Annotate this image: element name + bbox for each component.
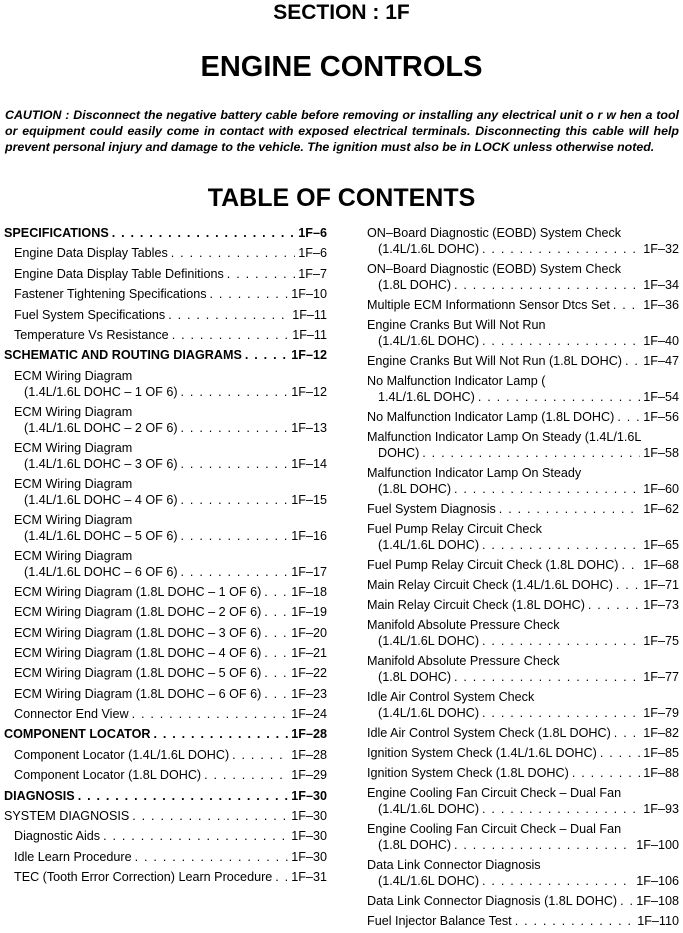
toc-entry-line — [367, 801, 679, 817]
toc-entry-line — [367, 333, 679, 349]
leader-dots — [210, 286, 289, 302]
toc-entry[interactable] — [367, 317, 679, 349]
toc-entry-label-cont: (1.4L/1.6L DOHC – 4 OF 6) — [24, 492, 178, 507]
toc-entry-label: Fuel System Diagnosis — [367, 502, 496, 516]
toc-entry-label: ON–Board Diagnostic (EOBD) System Check — [367, 262, 622, 276]
toc-entry[interactable] — [4, 788, 327, 804]
toc-entry-label: Component Locator (1.8L DOHC) — [14, 768, 202, 783]
leader-dots — [181, 456, 289, 472]
toc-entry-label-cont: (1.8L DOHC) — [378, 838, 452, 852]
leader-dots — [614, 725, 640, 741]
leader-dots — [153, 726, 288, 742]
toc-entry[interactable] — [4, 440, 327, 472]
toc-entry-line — [367, 537, 679, 553]
toc-entry-line — [367, 445, 679, 461]
toc-entry-label: Data Link Connector Diagnosis (1.8L DOHC) — [367, 894, 618, 908]
toc-entry-label: Multiple ECM Informationn Sensor Dtcs Set — [367, 298, 610, 312]
leader-dots — [482, 801, 640, 817]
toc-entry[interactable] — [367, 429, 679, 461]
toc-page-number: 1F–62 — [643, 502, 679, 516]
leader-dots — [625, 353, 640, 369]
leader-dots — [482, 633, 640, 649]
toc-page-number: 1F–30 — [291, 849, 327, 864]
toc-entry-line — [367, 669, 679, 685]
toc-entry[interactable] — [367, 617, 679, 649]
toc-page-number: 1F–106 — [636, 874, 679, 888]
toc-entry-line — [14, 528, 327, 544]
toc-entry[interactable] — [4, 404, 327, 436]
leader-dots — [112, 225, 296, 241]
toc-entry-label: Main Relay Circuit Check (1.8L DOHC) — [367, 598, 585, 612]
toc-entry[interactable] — [4, 686, 327, 702]
toc-entry[interactable] — [367, 353, 679, 369]
toc-entry-label: Idle Air Control System Check (1.8L DOHC) — [367, 726, 611, 740]
leader-dots — [181, 564, 289, 580]
toc-entry[interactable] — [367, 577, 679, 593]
toc-entry-label-cont: (1.4L/1.6L DOHC) — [378, 242, 480, 256]
leader-dots — [181, 384, 289, 400]
leader-dots — [204, 767, 288, 783]
toc-entry[interactable] — [4, 266, 327, 282]
toc-right-column — [367, 225, 679, 933]
toc-entry[interactable] — [4, 368, 327, 400]
toc-entry[interactable] — [367, 745, 679, 761]
toc-page-number: 1F–75 — [643, 634, 679, 648]
toc-entry-line — [14, 384, 327, 400]
toc-page-number: 1F–23 — [291, 686, 327, 701]
toc-entry-label: SYSTEM DIAGNOSIS — [4, 809, 130, 824]
toc-entry[interactable] — [4, 808, 327, 824]
toc-entry[interactable] — [4, 286, 327, 302]
toc-entry-label: ECM Wiring Diagram (1.8L DOHC – 5 OF 6) — [14, 666, 262, 681]
toc-entry-label-cont: (1.8L DOHC) — [378, 670, 452, 684]
toc-page-number: 1F–21 — [291, 645, 327, 660]
toc-entry[interactable] — [4, 828, 327, 844]
toc-entry-label: ECM Wiring Diagram — [14, 548, 133, 563]
leader-dots — [264, 604, 288, 620]
toc-entry-label-cont: (1.8L DOHC) — [378, 278, 452, 292]
toc-entry-line — [367, 241, 679, 257]
toc-entry-label: DIAGNOSIS — [4, 788, 75, 803]
toc-entry-label: ECM Wiring Diagram — [14, 440, 133, 455]
leader-dots — [482, 241, 640, 257]
leader-dots — [572, 765, 640, 781]
leader-dots — [245, 347, 288, 363]
toc-page-number: 1F–22 — [291, 666, 327, 681]
toc-entry[interactable] — [367, 821, 679, 853]
toc-entry-label: Fuel Injector Balance Test — [367, 914, 512, 928]
leader-dots — [181, 420, 289, 436]
toc-entry-label: ECM Wiring Diagram (1.8L DOHC – 4 OF 6) — [14, 645, 262, 660]
toc-entry[interactable] — [4, 604, 327, 620]
toc-entry-label: Manifold Absolute Pressure Check — [367, 618, 560, 632]
toc-entry[interactable] — [367, 785, 679, 817]
leader-dots — [499, 501, 640, 517]
toc-entry-line — [367, 873, 679, 889]
toc-entry[interactable] — [4, 849, 327, 865]
toc-entry[interactable] — [367, 765, 679, 781]
leader-dots — [232, 747, 288, 763]
toc-entry-label: Idle Air Control System Check — [367, 690, 535, 704]
toc-entry-label: Fuel Pump Relay Circuit Check — [367, 522, 542, 536]
toc-entry-label-cont: DOHC) — [378, 446, 420, 460]
toc-entry[interactable] — [4, 512, 327, 544]
toc-entry-label: Temperature Vs Resistance — [14, 327, 169, 342]
toc-entry[interactable] — [4, 548, 327, 580]
toc-entry[interactable] — [367, 913, 679, 929]
toc-entry[interactable] — [4, 245, 327, 261]
toc-page-number: 1F–28 — [291, 747, 327, 762]
page-title: ENGINE CONTROLS — [200, 51, 483, 83]
toc-page-number: 1F–28 — [291, 727, 327, 742]
toc-page-number: 1F–77 — [643, 670, 679, 684]
toc-entry-label: Engine Data Display Table Definitions — [14, 266, 224, 281]
section-heading: SECTION : 1F — [273, 1, 410, 24]
leader-dots — [617, 409, 640, 425]
leader-dots — [171, 245, 296, 261]
leader-dots — [454, 277, 640, 293]
toc-entry[interactable] — [4, 584, 327, 600]
leader-dots — [227, 266, 295, 282]
toc-entry-label-cont: (1.4L/1.6L DOHC) — [378, 538, 480, 552]
toc-entry-label: Engine Cranks But Will Not Run (1.8L DOHC) — [367, 354, 622, 368]
toc-entry-label: Data Link Connector Diagnosis — [367, 858, 541, 872]
leader-dots — [422, 445, 640, 461]
toc-entry-label: Fastener Tightening Specifications — [14, 287, 207, 302]
toc-page-number: 1F–11 — [292, 327, 327, 342]
leader-dots — [275, 869, 288, 885]
leader-dots — [621, 557, 640, 573]
leader-dots — [588, 597, 640, 613]
toc-entry-line — [367, 705, 679, 721]
toc-entry-label: Ignition System Check (1.8L DOHC) — [367, 766, 569, 780]
toc-entry-label: Manifold Absolute Pressure Check — [367, 654, 560, 668]
toc-entry-label-cont: (1.4L/1.6L DOHC) — [378, 706, 480, 720]
toc-entry[interactable] — [367, 893, 679, 909]
toc-entry-line — [367, 633, 679, 649]
toc-entry-label-cont: (1.4L/1.6L DOHC – 6 OF 6) — [24, 564, 178, 579]
leader-dots — [264, 686, 288, 702]
toc-entry[interactable] — [4, 665, 327, 681]
toc-entry[interactable] — [4, 869, 327, 885]
toc-entry-line — [14, 492, 327, 508]
toc-page-number: 1F–71 — [643, 578, 679, 592]
toc-entry[interactable] — [367, 373, 679, 405]
toc-page-number: 1F–31 — [291, 870, 327, 885]
toc-entry-label: ECM Wiring Diagram — [14, 368, 133, 383]
toc-entry-line — [367, 389, 679, 405]
toc-page-number: 1F–24 — [291, 707, 327, 722]
leader-dots — [454, 669, 640, 685]
toc-entry[interactable] — [367, 521, 679, 553]
toc-entry-label-cont: 1.4L/1.6L DOHC) — [378, 390, 475, 404]
toc-entry[interactable] — [4, 706, 327, 722]
toc-entry[interactable] — [367, 857, 679, 889]
toc-entry-label-cont: (1.4L/1.6L DOHC – 3 OF 6) — [24, 456, 178, 471]
toc-entry[interactable] — [367, 261, 679, 293]
toc-entry[interactable] — [367, 653, 679, 685]
toc-entry[interactable] — [4, 767, 327, 783]
toc-page-number: 1F–11 — [292, 307, 327, 322]
leader-dots — [482, 705, 640, 721]
leader-dots — [78, 788, 289, 804]
leader-dots — [135, 849, 289, 865]
toc-page-number: 1F–30 — [291, 809, 327, 824]
toc-page-number: 1F–108 — [636, 894, 679, 908]
toc-entry[interactable] — [367, 725, 679, 741]
toc-page-number: 1F–54 — [643, 390, 679, 404]
toc-entry-label: Connector End View — [14, 707, 129, 722]
toc-page-number: 1F–36 — [643, 298, 679, 312]
leader-dots — [264, 584, 288, 600]
toc-page-number: 1F–30 — [291, 788, 327, 803]
toc-entry[interactable] — [367, 409, 679, 425]
toc-page-number: 1F–40 — [643, 334, 679, 348]
toc-entry-label: ECM Wiring Diagram (1.8L DOHC – 2 OF 6) — [14, 605, 262, 620]
toc-entry-label: ECM Wiring Diagram — [14, 404, 133, 419]
toc-left-column — [4, 225, 327, 890]
toc-entry-label: SPECIFICATIONS — [4, 226, 109, 240]
toc-page-number: 1F–93 — [643, 802, 679, 816]
toc-entry-label: Fuel Pump Relay Circuit Check (1.8L DOHC) — [367, 558, 619, 572]
leader-dots — [172, 327, 290, 343]
caution-notice: CAUTION : Disconnect the negative battery cable before removing or installing any electrical unit o r w hen a tool or equipment could easily come in contact with exposed electrical terminals. Disconnecting this cable will help prevent personal injury and damage to the vehicle. The ignition must also be in LOCK unless otherwise noted. — [5, 108, 679, 154]
leader-dots — [132, 808, 288, 824]
toc-entry-label: ON–Board Diagnostic (EOBD) System Check — [367, 226, 622, 240]
leader-dots — [168, 307, 289, 323]
toc-entry-label: Idle Learn Procedure — [14, 849, 132, 864]
toc-entry-label-cont: (1.4L/1.6L DOHC) — [378, 874, 480, 888]
toc-entry-label: Malfunction Indicator Lamp On Steady (1.4L/1.6L — [367, 430, 642, 444]
toc-entry-label: Engine Cooling Fan Circuit Check – Dual Fan — [367, 822, 622, 836]
leader-dots — [181, 528, 289, 544]
toc-page-number: 1F–17 — [291, 564, 327, 579]
toc-entry[interactable] — [4, 645, 327, 661]
leader-dots — [482, 537, 640, 553]
toc-entry-line — [367, 837, 679, 853]
leader-dots — [454, 837, 633, 853]
toc-page-number: 1F–82 — [643, 726, 679, 740]
toc-entry-label: ECM Wiring Diagram (1.8L DOHC – 3 OF 6) — [14, 625, 262, 640]
toc-page-number: 1F–34 — [643, 278, 679, 292]
toc-page-number: 1F–30 — [291, 829, 327, 844]
toc-entry[interactable] — [4, 225, 327, 241]
toc-entry[interactable] — [367, 465, 679, 497]
toc-page-number: 1F–10 — [291, 287, 327, 302]
toc-entry-label: Diagnostic Aids — [14, 829, 101, 844]
toc-page-number: 1F–32 — [643, 242, 679, 256]
toc-page-number: 1F–56 — [643, 410, 679, 424]
toc-entry-label: TEC (Tooth Error Correction) Learn Procedure — [14, 870, 273, 885]
toc-page-number: 1F–15 — [291, 492, 327, 507]
toc-page-number: 1F–60 — [643, 482, 679, 496]
leader-dots — [132, 706, 289, 722]
leader-dots — [482, 333, 640, 349]
leader-dots — [264, 665, 288, 681]
toc-entry-label: Ignition System Check (1.4L/1.6L DOHC) — [367, 746, 597, 760]
toc-entry[interactable] — [4, 476, 327, 508]
toc-entry[interactable] — [4, 327, 327, 343]
toc-page-number: 1F–110 — [637, 914, 679, 928]
toc-page-number: 1F–68 — [643, 558, 679, 572]
toc-entry-label: Engine Cooling Fan Circuit Check – Dual Fan — [367, 786, 622, 800]
leader-dots — [103, 828, 288, 844]
toc-entry-label: No Malfunction Indicator Lamp (1.8L DOHC) — [367, 410, 615, 424]
toc-entry-label: ECM Wiring Diagram — [14, 476, 133, 491]
toc-page-number: 1F–79 — [643, 706, 679, 720]
toc-entry[interactable] — [367, 501, 679, 517]
toc-page-number: 1F–100 — [636, 838, 679, 852]
toc-entry-label-cont: (1.4L/1.6L DOHC) — [378, 634, 480, 648]
toc-page-number: 1F–18 — [291, 584, 327, 599]
toc-page-number: 1F–19 — [291, 605, 327, 620]
toc-page-number: 1F–29 — [291, 768, 327, 783]
toc-page-number: 1F–16 — [291, 528, 327, 543]
toc-entry-label: Malfunction Indicator Lamp On Steady — [367, 466, 582, 480]
toc-entry-line — [14, 420, 327, 436]
leader-dots — [515, 913, 635, 929]
leader-dots — [613, 297, 640, 313]
toc-page-number: 1F–14 — [291, 456, 327, 471]
toc-page-number: 1F–6 — [298, 226, 327, 240]
toc-page-number: 1F–88 — [643, 766, 679, 780]
toc-page-number: 1F–47 — [643, 354, 679, 368]
toc-entry-label-cont: (1.4L/1.6L DOHC – 5 OF 6) — [24, 528, 178, 543]
leader-dots — [478, 389, 640, 405]
toc-entry-line — [14, 564, 327, 580]
toc-page-number: 1F–6 — [298, 246, 327, 261]
toc-entry-label: ECM Wiring Diagram — [14, 512, 133, 527]
toc-entry-line — [14, 456, 327, 472]
toc-entry[interactable] — [367, 557, 679, 573]
leader-dots — [264, 625, 288, 641]
toc-entry-label: ECM Wiring Diagram (1.8L DOHC – 1 OF 6) — [14, 584, 262, 599]
toc-entry-label-cont: (1.4L/1.6L DOHC – 2 OF 6) — [24, 420, 178, 435]
toc-page-number: 1F–85 — [643, 746, 679, 760]
toc-entry[interactable] — [4, 347, 327, 363]
toc-entry-label: Engine Data Display Tables — [14, 246, 168, 261]
toc-entry-label-cont: (1.4L/1.6L DOHC) — [378, 334, 480, 348]
toc-entry-line — [367, 481, 679, 497]
toc-page-number: 1F–7 — [298, 266, 327, 281]
toc-title: TABLE OF CONTENTS — [207, 184, 476, 212]
toc-page-number: 1F–13 — [291, 420, 327, 435]
toc-entry[interactable] — [4, 747, 327, 763]
toc-page-number: 1F–58 — [643, 446, 679, 460]
toc-entry[interactable] — [367, 225, 679, 257]
toc-entry[interactable] — [4, 726, 327, 742]
leader-dots — [264, 645, 288, 661]
toc-entry[interactable] — [4, 307, 327, 323]
toc-entry[interactable] — [367, 597, 679, 613]
leader-dots — [482, 873, 633, 889]
leader-dots — [620, 893, 633, 909]
toc-entry-label-cont: (1.8L DOHC) — [378, 482, 452, 496]
toc-entry-label: SCHEMATIC AND ROUTING DIAGRAMS — [4, 348, 242, 363]
toc-entry-label: Component Locator (1.4L/1.6L DOHC) — [14, 747, 230, 762]
toc-page-number: 1F–65 — [643, 538, 679, 552]
toc-page-number: 1F–20 — [291, 625, 327, 640]
toc-entry-label: Engine Cranks But Will Not Run — [367, 318, 546, 332]
toc-entry-label: COMPONENT LOCATOR — [4, 727, 151, 742]
toc-entry-label: No Malfunction Indicator Lamp ( — [367, 374, 546, 388]
toc-entry[interactable] — [4, 625, 327, 641]
toc-entry-line — [367, 277, 679, 293]
toc-entry-label-cont: (1.4L/1.6L DOHC – 1 OF 6) — [24, 384, 178, 399]
toc-page-number: 1F–12 — [291, 384, 327, 399]
leader-dots — [600, 745, 640, 761]
leader-dots — [181, 492, 289, 508]
leader-dots — [454, 481, 640, 497]
toc-entry-label: Main Relay Circuit Check (1.4L/1.6L DOHC) — [367, 578, 613, 592]
toc-page-number: 1F–12 — [291, 348, 327, 363]
toc-entry-label: Fuel System Specifications — [14, 307, 166, 322]
leader-dots — [616, 577, 640, 593]
toc-entry[interactable] — [367, 689, 679, 721]
toc-page-number: 1F–73 — [643, 598, 679, 612]
toc-entry-label: ECM Wiring Diagram (1.8L DOHC – 6 OF 6) — [14, 686, 262, 701]
toc-entry[interactable] — [367, 297, 679, 313]
toc-entry-label-cont: (1.4L/1.6L DOHC) — [378, 802, 480, 816]
